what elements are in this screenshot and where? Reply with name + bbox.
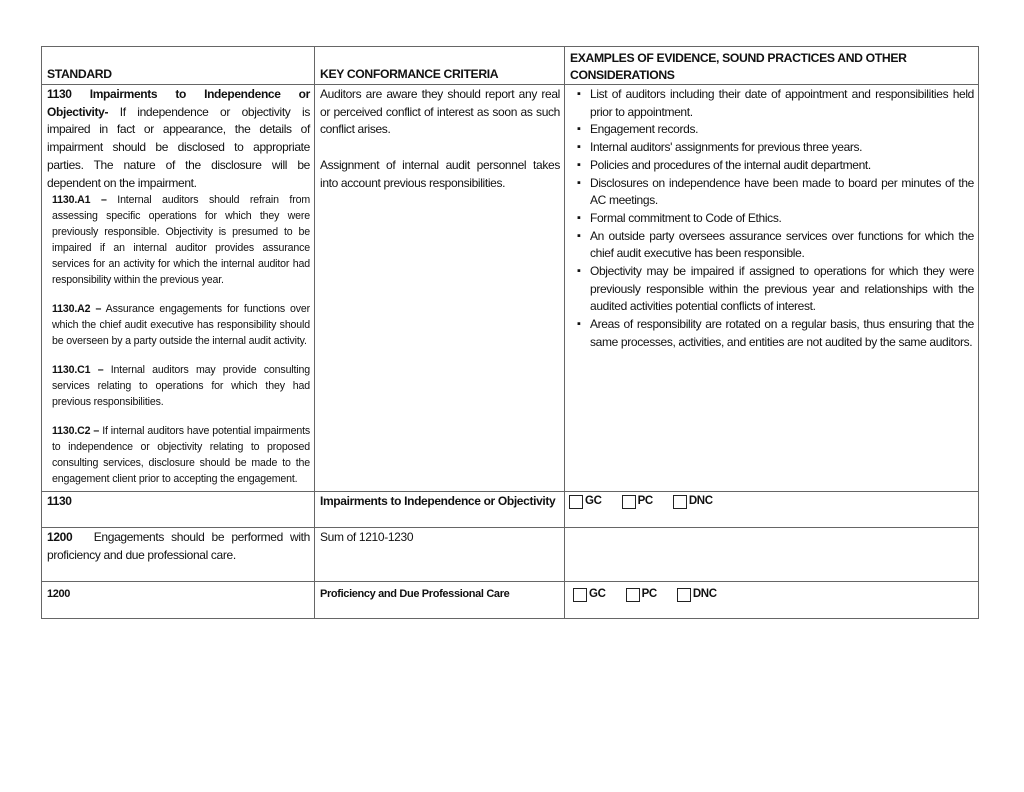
row-1130	[42, 85, 979, 492]
sub-standard-a1: 1130.A1 – Internal auditors should refrain from assessing specific operations for which they were previously responsible. Objectivity is presumed to be impaired if an internal auditor provides assurance services for an activity for which the internal auditor had responsibility within the previous year.	[52, 194, 310, 287]
dnc-label: DNC	[688, 495, 713, 508]
standard-1130-text	[47, 86, 310, 192]
dnc-label: DNC	[692, 588, 717, 601]
summary-row-1200	[42, 582, 979, 619]
evidence-item: ▪ Objectivity may be impaired if assigned to operations for which they were previously responsible within the previous year and relationships with the audited activities potential conflicts of interest.	[575, 263, 974, 316]
summary-1200-code: 1200	[42, 582, 315, 619]
sub-standard-a2: 1130.A2 – Assurance engagements for functions over which the chief audit executive has responsibility should be overseen by a party outside the internal audit activity.	[52, 303, 311, 348]
gc-checkbox[interactable]	[569, 495, 583, 509]
pc-option[interactable]	[626, 586, 657, 604]
pc-label: PC	[641, 588, 657, 601]
row-1200	[42, 528, 979, 582]
evidence-item: ▪ Areas of responsibility are rotated on a regular basis, thus ensuring that the same processes, activities, and entities are not audited by the same auditors.	[575, 316, 974, 351]
standard-1130-heading: 1130 Impairments to Independence or Objectivity-	[47, 87, 310, 119]
header-row	[42, 47, 979, 85]
rating-checkboxes	[570, 493, 974, 511]
criteria-1130-report: Auditors are aware they should report any real or perceived conflict of interest as soon as such conflict arises.	[320, 87, 560, 137]
conformance-table	[41, 46, 979, 619]
dnc-option[interactable]	[673, 493, 713, 511]
summary-row-1130	[42, 492, 979, 528]
gc-option[interactable]	[573, 586, 606, 604]
standard-1130-body: If independence or objectivity is impaired in fact or appearance, the details of impairment should be disclosed to appropriate parties. The nature of the disclosure will be dependent on the impairment.	[47, 104, 310, 190]
criteria-1200: Sum of 1210-1230	[315, 528, 565, 582]
gc-option[interactable]	[569, 493, 602, 511]
header-evidence	[565, 47, 979, 85]
dnc-checkbox[interactable]	[677, 588, 691, 602]
standard-1130-cell	[42, 85, 315, 492]
pc-label: PC	[637, 495, 653, 508]
pc-checkbox[interactable]	[622, 495, 636, 509]
header-evidence-line2: CONSIDERATIONS	[570, 68, 675, 82]
evidence-item: ▪ Internal auditors' assignments for previous three years.	[575, 139, 974, 157]
header-evidence-line1: EXAMPLES OF EVIDENCE, SOUND PRACTICES AND OTHER	[570, 51, 907, 65]
gc-checkbox[interactable]	[573, 588, 587, 602]
evidence-item: ▪ List of auditors including their date of appointment and responsibilities held prior to appointment.	[575, 86, 974, 121]
sub-standard-c1: 1130.C1 – Internal auditors may provide consulting services relating to operations for which they had previous responsibilities.	[52, 364, 310, 409]
gc-label: GC	[585, 495, 602, 508]
header-standard: STANDARD	[42, 47, 315, 85]
evidence-item: ▪ Formal commitment to Code of Ethics.	[575, 210, 974, 228]
gc-label: GC	[589, 588, 606, 601]
header-criteria: KEY CONFORMANCE CRITERIA	[315, 47, 565, 85]
dnc-checkbox[interactable]	[673, 495, 687, 509]
evidence-item: ▪ Engagement records.	[575, 121, 974, 139]
evidence-item: ▪ Disclosures on independence have been made to board per minutes of the AC meetings.	[575, 175, 974, 210]
pc-option[interactable]	[622, 493, 653, 511]
standard-1200-cell	[42, 528, 315, 582]
dnc-option[interactable]	[677, 586, 717, 604]
evidence-list	[570, 86, 974, 352]
standard-1200-body: Engagements should be performed with proficiency and due professional care.	[47, 530, 313, 562]
evidence-1130-cell	[565, 85, 979, 492]
standard-1200-heading: 1200	[47, 530, 73, 545]
summary-1200-rating	[565, 582, 979, 619]
evidence-item: ▪ Policies and procedures of the internal audit department.	[575, 157, 974, 175]
evidence-item: ▪ An outside party oversees assurance services over functions for which the chief audit executive has been responsible.	[575, 228, 974, 263]
evidence-1200-cell	[565, 528, 979, 582]
summary-1130-title: Impairments to Independence or Objectivity	[315, 492, 565, 528]
criteria-1130-cell	[315, 85, 565, 492]
summary-1130-code: 1130	[42, 492, 315, 528]
pc-checkbox[interactable]	[626, 588, 640, 602]
summary-1200-title: Proficiency and Due Professional Care	[315, 582, 565, 619]
criteria-1130-assignment: Assignment of internal audit personnel takes into account previous responsibilities.	[320, 157, 560, 190]
rating-checkboxes	[570, 586, 974, 604]
sub-standard-c2: 1130.C2 – If internal auditors have potential impairments to independence or objectivity relating to proposed consulting services, disclosure should be made to the engagement client prior to accepting the engagement.	[52, 425, 311, 486]
summary-1130-rating	[565, 492, 979, 528]
